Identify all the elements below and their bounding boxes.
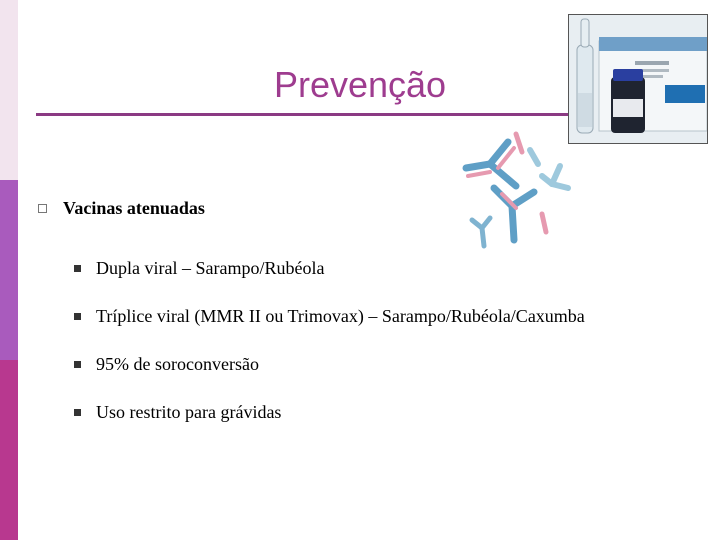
list-item xyxy=(74,292,585,340)
square-bullet-icon xyxy=(74,361,81,368)
title-underline xyxy=(36,113,596,116)
square-bullet-icon xyxy=(74,313,81,320)
side-accent-magenta xyxy=(0,360,18,540)
heading-bullet-row xyxy=(38,198,205,219)
sub-bullet-list xyxy=(74,244,585,436)
square-bullet-icon xyxy=(74,409,81,416)
list-item xyxy=(74,244,585,292)
list-item-text: Dupla viral – Sarampo/Rubéola xyxy=(96,257,325,278)
antibody-icon xyxy=(456,128,586,254)
side-accent-bar xyxy=(0,0,18,540)
square-bullet-icon xyxy=(74,265,81,272)
slide-title: Prevenção xyxy=(273,64,447,105)
hollow-square-bullet-icon xyxy=(38,204,47,213)
vaccine-vials-photo xyxy=(568,14,708,144)
list-item-text: Uso restrito para grávidas xyxy=(96,401,282,422)
list-item xyxy=(74,388,585,436)
heading-text: Vacinas atenuadas xyxy=(63,198,205,218)
side-accent-purple xyxy=(0,180,18,360)
list-item-text: Tríplice viral (MMR II ou Trimovax) – Sarampo/Rubéola/Caxumba xyxy=(96,305,585,326)
list-item xyxy=(74,340,585,388)
side-accent-light xyxy=(0,0,18,180)
list-item-text: 95% de soroconversão xyxy=(96,353,259,374)
